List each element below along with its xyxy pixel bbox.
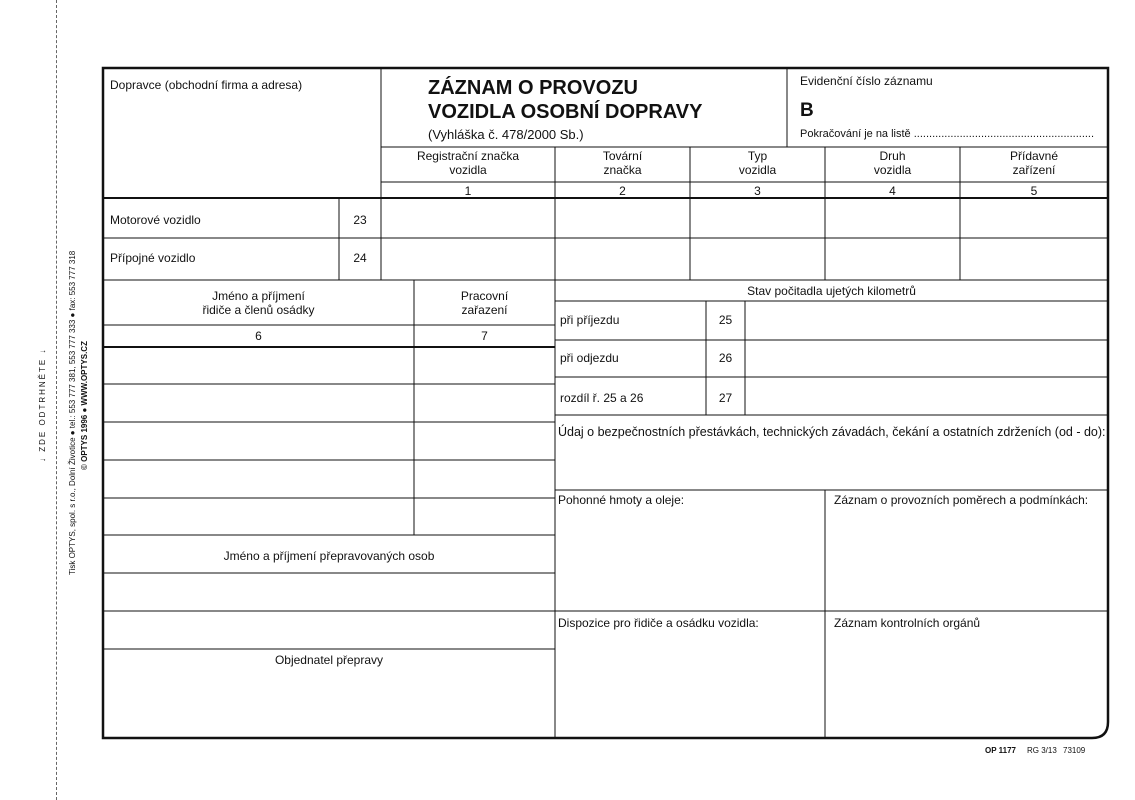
col-extra-num: 5: [1030, 184, 1038, 198]
carrier-label: Dopravce (obchodní firma a adresa): [110, 78, 303, 92]
odometer-title: Stav počitadla ujetých kilometrů: [747, 284, 916, 298]
col-reg-num: 1: [464, 184, 472, 198]
form-revision: RG 3/13: [1027, 746, 1057, 755]
form-code: OP 1177: [985, 746, 1016, 755]
disposition-label: Dispozice pro řidiče a osádku vozidla:: [558, 616, 759, 630]
col-kind-num: 4: [889, 184, 896, 198]
crew-role-num: 7: [481, 329, 488, 343]
printer-info: Tisk OPTYS, spol. s r.o., Dolní Životice ● tel.: 553 777 381, 553 777 333 ● fax: 553 777 318: [68, 250, 77, 575]
odo-diff-label: rozdíl ř. 25 a 26: [560, 391, 644, 405]
motor-vehicle-num: 23: [353, 213, 367, 227]
decree-label: (Vyhláška č. 478/2000 Sb.): [428, 127, 584, 142]
col-type-num: 3: [754, 184, 761, 198]
record-letter: B: [800, 100, 814, 121]
crew-role-label: Pracovní zařazení: [460, 289, 509, 317]
breaks-label: Údaj o bezpečnostních přestávkách, technických závadách, čekání a ostatních zdrženích (od - do):: [558, 425, 1106, 439]
fuel-label: Pohonné hmoty a oleje:: [558, 493, 685, 507]
tear-label: ↓ ZDE ODTRHNĚTE ↓: [38, 347, 47, 462]
col-kind-label: Druh vozidla: [873, 149, 912, 177]
form-number: 73109: [1063, 746, 1086, 755]
crew-name-label: Jméno a příjmení řidiče a členů osádky: [202, 289, 315, 317]
odo-departure-num: 26: [718, 351, 733, 365]
record-number-label: Evidenční číslo záznamu: [800, 74, 933, 88]
col-extra-label: Přídavné zařízení: [1009, 149, 1059, 177]
motor-vehicle-label: Motorové vozidlo: [110, 213, 201, 227]
trailer-num: 24: [353, 251, 367, 265]
crew-name-num: 6: [255, 329, 262, 343]
conditions-label: Záznam o provozních poměrech a podmínkách:: [834, 493, 1089, 507]
odo-departure-label: při odjezdu: [560, 351, 619, 365]
odo-arrival-label: při příjezdu: [560, 313, 620, 327]
control-label: Záznam kontrolních orgánů: [834, 616, 981, 630]
col-reg-label: Registrační značka vozidla: [416, 149, 520, 177]
col-brand-label: Tovární značka: [602, 149, 643, 177]
form-title-line1: ZÁZNAM O PROVOZU: [428, 77, 638, 99]
continuation-label: Pokračování je na listě ...........................................................: [800, 128, 1095, 140]
col-brand-num: 2: [619, 184, 626, 198]
passengers-label: Jméno a příjmení přepravovaných osob: [223, 549, 435, 563]
copyright-info: © OPTYS 1996 ● WWW.OPTYS.CZ: [80, 341, 89, 470]
col-type-label: Typ vozidla: [738, 149, 777, 177]
odo-diff-num: 27: [718, 391, 733, 405]
trailer-label: Přípojné vozidlo: [110, 251, 196, 265]
odo-arrival-num: 25: [718, 313, 733, 327]
form-title-line2: VOZIDLA OSOBNÍ DOPRAVY: [428, 101, 703, 123]
customer-label: Objednatel přepravy: [274, 653, 384, 667]
